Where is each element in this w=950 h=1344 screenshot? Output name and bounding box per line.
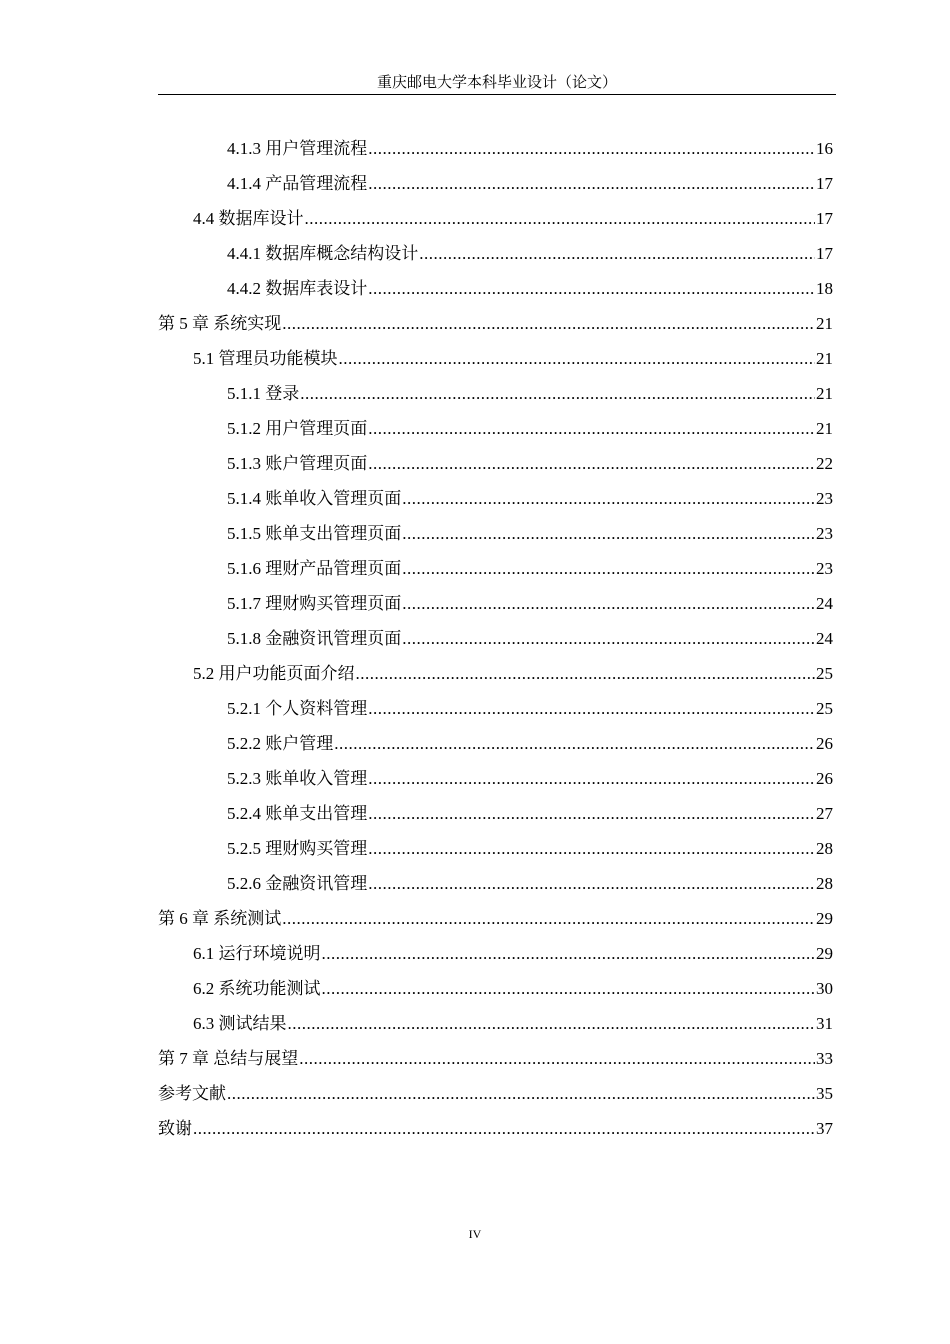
toc-entry-page: 24 xyxy=(816,594,833,613)
toc-entry-title: 致谢 xyxy=(158,1119,192,1138)
toc-entry-page: 23 xyxy=(816,524,833,543)
toc-entry-page: 21 xyxy=(816,419,833,438)
toc-entry[interactable] xyxy=(158,306,833,341)
toc-entry-title: 4.1.4 产品管理流程 xyxy=(227,174,368,193)
toc-entry-page: 22 xyxy=(816,454,833,473)
toc-entry-title: 第 5 章 系统实现 xyxy=(158,314,282,333)
toc-entry[interactable] xyxy=(158,271,833,306)
toc-dot-leader xyxy=(402,516,815,551)
toc-entry[interactable] xyxy=(158,376,833,411)
toc-entry[interactable] xyxy=(158,971,833,1006)
toc-entry-title: 5.1.1 登录 xyxy=(227,384,300,403)
toc-dot-leader xyxy=(368,761,815,796)
toc-entry-page: 29 xyxy=(816,909,833,928)
toc-entry[interactable] xyxy=(158,901,833,936)
toc-dot-leader xyxy=(419,236,815,271)
toc-dot-leader xyxy=(368,691,815,726)
toc-dot-leader xyxy=(300,376,815,411)
toc-entry[interactable] xyxy=(158,341,833,376)
toc-entry-title: 5.1.3 账户管理页面 xyxy=(227,454,368,473)
toc-entry[interactable] xyxy=(158,691,833,726)
toc-entry-title: 4.4.1 数据库概念结构设计 xyxy=(227,244,419,263)
toc-entry-page: 31 xyxy=(816,1014,833,1033)
toc-entry[interactable] xyxy=(158,761,833,796)
toc-entry[interactable] xyxy=(158,1006,833,1041)
toc-dot-leader xyxy=(368,866,815,901)
toc-entry-page: 23 xyxy=(816,559,833,578)
toc-entry-page: 26 xyxy=(816,769,833,788)
toc-entry-title: 5.1.6 理财产品管理页面 xyxy=(227,559,402,578)
toc-entry-title: 5.2.2 账户管理 xyxy=(227,734,334,753)
toc-entry[interactable] xyxy=(158,1041,833,1076)
toc-entry-page: 17 xyxy=(816,244,833,263)
toc-entry-page: 23 xyxy=(816,489,833,508)
toc-dot-leader xyxy=(368,131,815,166)
toc-dot-leader xyxy=(368,411,815,446)
toc-dot-leader xyxy=(402,481,815,516)
toc-entry-page: 25 xyxy=(816,699,833,718)
toc-entry[interactable] xyxy=(158,726,833,761)
toc-entry-page: 16 xyxy=(816,139,833,158)
toc-entry-title: 5.1 管理员功能模块 xyxy=(193,349,338,368)
toc-entry[interactable] xyxy=(158,411,833,446)
toc-entry-title: 5.2.6 金融资讯管理 xyxy=(227,874,368,893)
toc-entry[interactable] xyxy=(158,656,833,691)
toc-entry[interactable] xyxy=(158,551,833,586)
toc-entry-title: 参考文献 xyxy=(158,1084,226,1103)
toc-entry[interactable] xyxy=(158,1111,833,1146)
toc-entry-page: 17 xyxy=(816,209,833,228)
toc-dot-leader xyxy=(368,271,815,306)
toc-entry-page: 17 xyxy=(816,174,833,193)
toc-entry-page: 29 xyxy=(816,944,833,963)
toc-entry[interactable] xyxy=(158,586,833,621)
toc-entry-page: 28 xyxy=(816,874,833,893)
toc-entry-title: 5.1.7 理财购买管理页面 xyxy=(227,594,402,613)
toc-entry[interactable] xyxy=(158,481,833,516)
toc-entry-page: 21 xyxy=(816,314,833,333)
toc-entry-title: 第 6 章 系统测试 xyxy=(158,909,282,928)
toc-dot-leader xyxy=(193,1111,815,1146)
toc-entry[interactable] xyxy=(158,831,833,866)
toc-entry-page: 28 xyxy=(816,839,833,858)
toc-entry[interactable] xyxy=(158,936,833,971)
toc-dot-leader xyxy=(305,201,816,236)
page-header xyxy=(158,72,836,95)
toc-entry-title: 5.1.8 金融资讯管理页面 xyxy=(227,629,402,648)
table-of-contents xyxy=(158,131,833,1146)
toc-entry-page: 26 xyxy=(816,734,833,753)
toc-dot-leader xyxy=(288,1006,816,1041)
toc-entry-page: 27 xyxy=(816,804,833,823)
toc-entry-title: 5.2 用户功能页面介绍 xyxy=(193,664,355,683)
toc-dot-leader xyxy=(368,166,815,201)
toc-entry[interactable] xyxy=(158,201,833,236)
toc-entry[interactable] xyxy=(158,866,833,901)
toc-dot-leader xyxy=(322,936,816,971)
toc-entry[interactable] xyxy=(158,516,833,551)
toc-entry[interactable] xyxy=(158,236,833,271)
toc-entry-title: 5.1.2 用户管理页面 xyxy=(227,419,368,438)
toc-dot-leader xyxy=(368,831,815,866)
toc-dot-leader xyxy=(282,306,815,341)
toc-entry-page: 21 xyxy=(816,384,833,403)
toc-dot-leader xyxy=(322,971,816,1006)
toc-entry[interactable] xyxy=(158,796,833,831)
toc-entry-page: 25 xyxy=(816,664,833,683)
toc-entry-title: 6.1 运行环境说明 xyxy=(193,944,321,963)
toc-dot-leader xyxy=(334,726,815,761)
toc-entry[interactable] xyxy=(158,446,833,481)
toc-dot-leader xyxy=(339,341,816,376)
toc-entry-title: 5.2.4 账单支出管理 xyxy=(227,804,368,823)
toc-entry-page: 30 xyxy=(816,979,833,998)
toc-entry-page: 33 xyxy=(816,1049,833,1068)
toc-entry-title: 6.2 系统功能测试 xyxy=(193,979,321,998)
toc-dot-leader xyxy=(402,586,815,621)
toc-dot-leader xyxy=(368,446,815,481)
toc-entry-title: 5.1.4 账单收入管理页面 xyxy=(227,489,402,508)
toc-entry-title: 5.2.5 理财购买管理 xyxy=(227,839,368,858)
toc-entry-title: 5.2.3 账单收入管理 xyxy=(227,769,368,788)
toc-dot-leader xyxy=(227,1076,815,1111)
toc-entry-title: 6.3 测试结果 xyxy=(193,1014,287,1033)
toc-entry-title: 4.4 数据库设计 xyxy=(193,209,304,228)
toc-entry[interactable] xyxy=(158,166,833,201)
toc-entry-title: 5.2.1 个人资料管理 xyxy=(227,699,368,718)
page-number: IV xyxy=(468,1227,482,1241)
toc-entry-page: 21 xyxy=(816,349,833,368)
toc-dot-leader xyxy=(282,901,815,936)
toc-entry-title: 4.1.3 用户管理流程 xyxy=(227,139,368,158)
toc-entry[interactable] xyxy=(158,131,833,166)
toc-entry-title: 5.1.5 账单支出管理页面 xyxy=(227,524,402,543)
toc-entry-page: 37 xyxy=(816,1119,833,1138)
toc-entry[interactable] xyxy=(158,621,833,656)
toc-entry-title: 4.4.2 数据库表设计 xyxy=(227,279,368,298)
toc-entry-title: 第 7 章 总结与展望 xyxy=(158,1049,299,1068)
toc-entry[interactable] xyxy=(158,1076,833,1111)
toc-entry-page: 18 xyxy=(816,279,833,298)
toc-dot-leader xyxy=(356,656,816,691)
toc-entry-page: 35 xyxy=(816,1084,833,1103)
toc-dot-leader xyxy=(368,796,815,831)
toc-dot-leader xyxy=(299,1041,815,1076)
toc-dot-leader xyxy=(402,621,815,656)
header-title: 重庆邮电大学本科毕业设计（论文） xyxy=(376,75,617,91)
toc-entry-page: 24 xyxy=(816,629,833,648)
toc-dot-leader xyxy=(402,551,815,586)
